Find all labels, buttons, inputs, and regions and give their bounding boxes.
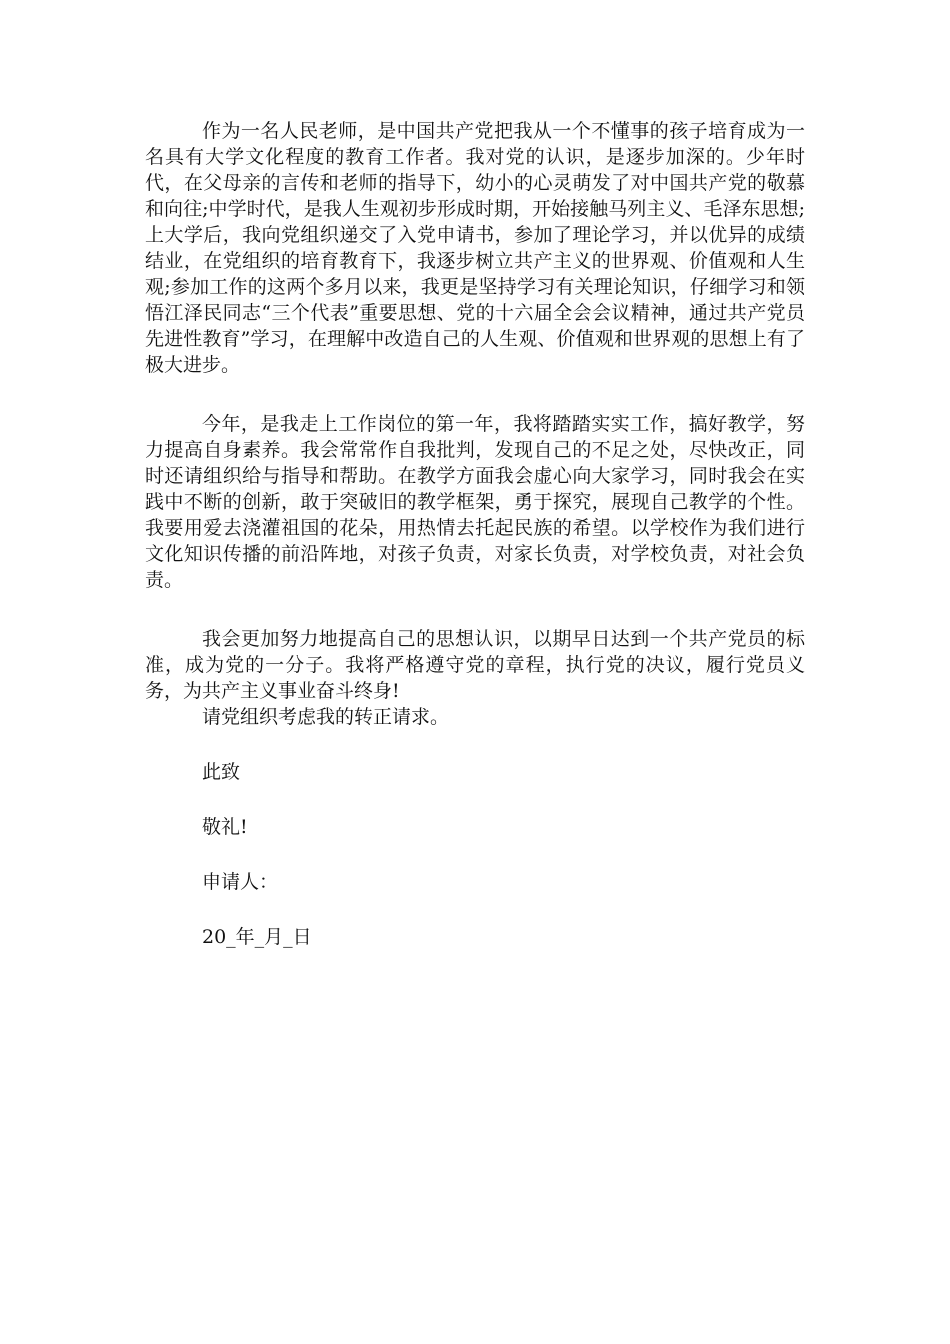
closing-salutation: 此致 [202, 761, 241, 783]
request-line: 请党组织考虑我的转正请求。 [202, 706, 450, 728]
applicant-label: 申请人： [202, 871, 279, 893]
paragraph-work-plan: 今年，是我走上工作岗位的第一年，我将踏踏实实工作，搞好教学，努力提高自身素养。我会常常作自我批判，发现自己的不足之处，尽快改正，同时还请组织给与指导和帮助。在教学方面我会虚心向大家学习，同时我会在实践中不断的创新，敢于突破旧的教学框架，勇于探究，展现自己教学的个性。我要用爱去浇灌祖国的花朵，用热情去托起民族的希望。以学校作为我们进行文化知识传播的前沿阵地，对孩子负责，对家长负责，对学校负责，对社会负责。 [145, 413, 805, 591]
paragraph-party-understanding: 作为一名人民老师，是中国共产党把我从一个不懂事的孩子培育成为一名具有大学文化程度的教育工作者。我对党的认识，是逐步加深的。少年时代，在父母亲的言传和老师的指导下，幼小的心灵萌发了对中国共产党的敬慕和向往;中学时代，是我人生观初步形成时期，开始接触马列主义、毛泽东思想;上大学后，我向党组织递交了入党申请书，参加了理论学习，并以优异的成绩结业，在党组织的培育教育下，我逐步树立共产主义的世界观、价值观和人生观;参加工作的这两个多月以来，我更是坚持学习有关理论知识，仔细学习和领悟江泽民同志“三个代表”重要思想、党的十六届全会会议精神，通过共产党员先进性教育”学习，在理解中改造自己的人生观、价值观和世界观的思想上有了极大进步。 [145, 120, 805, 376]
closing-respect: 敬礼! [202, 816, 248, 838]
paragraph-commitment: 我会更加努力地提高自己的思想认识，以期早日达到一个共产党员的标准，成为党的一分子。我将严格遵守党的章程，执行党的决议，履行党员义务，为共产主义事业奋斗终身! [145, 628, 805, 702]
document-body [145, 118, 805, 950]
date-line: 20_年_月_日 [202, 926, 312, 948]
